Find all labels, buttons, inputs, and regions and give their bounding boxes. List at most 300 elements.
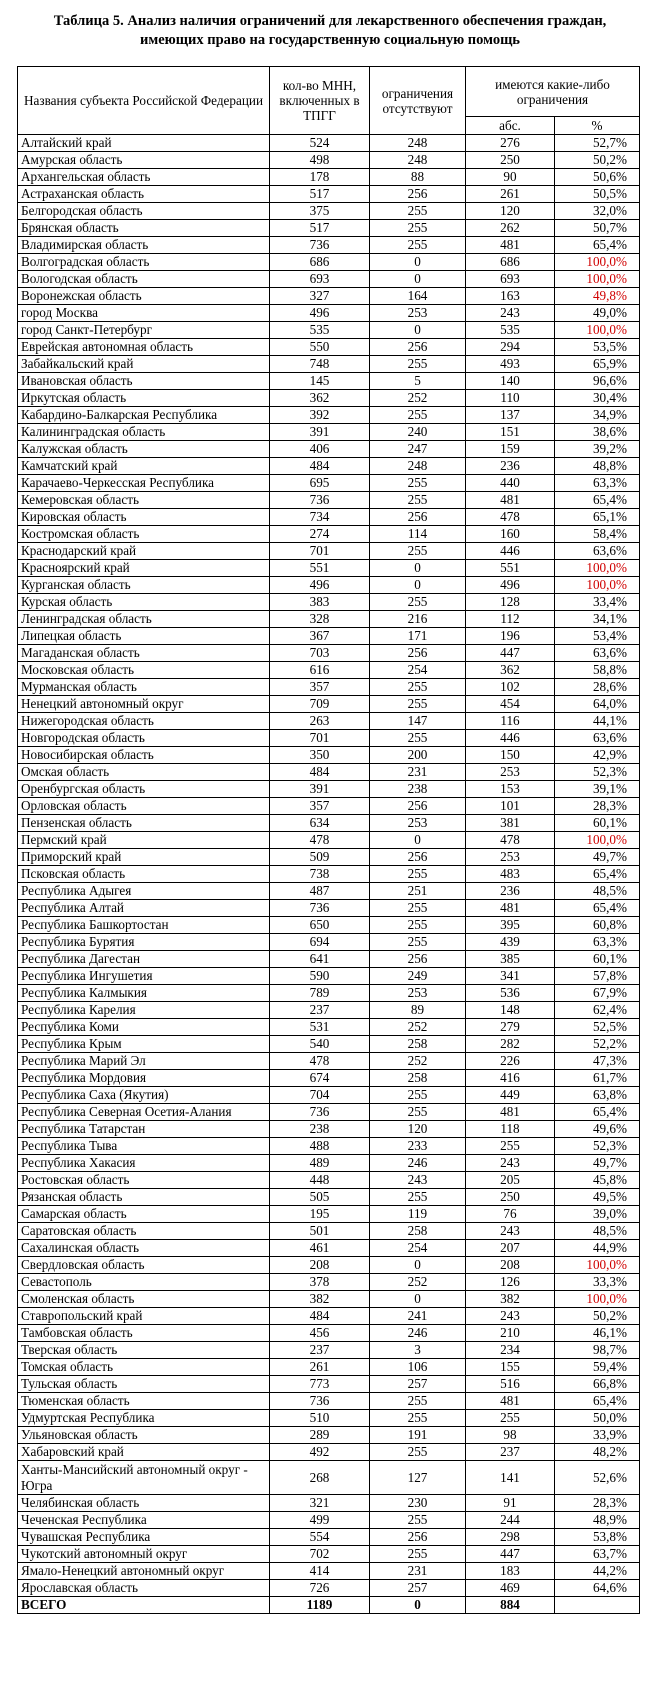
mnn-count: 501 [270,1223,370,1240]
restrictions-pct: 63,8% [555,1087,640,1104]
mnn-count: 701 [270,543,370,560]
table-row [18,458,640,475]
restrictions-pct: 65,4% [555,1393,640,1410]
no-restrictions: 255 [370,1189,466,1206]
subject-name: город Санкт-Петербург [18,322,270,339]
restrictions-pct: 49,0% [555,305,640,322]
restrictions-pct: 45,8% [555,1172,640,1189]
no-restrictions: 0 [370,322,466,339]
table-row [18,679,640,696]
mnn-count: 693 [270,271,370,288]
restrictions-abs: 551 [466,560,555,577]
subject-name: Владимирская область [18,237,270,254]
no-restrictions: 248 [370,152,466,169]
restrictions-pct: 100,0% [555,254,640,271]
table-row [18,356,640,373]
no-restrictions: 88 [370,169,466,186]
table-row [18,594,640,611]
mnn-count: 709 [270,696,370,713]
no-restrictions: 246 [370,1325,466,1342]
mnn-count: 650 [270,917,370,934]
no-restrictions: 255 [370,492,466,509]
subject-name: Новгородская область [18,730,270,747]
no-restrictions: 256 [370,849,466,866]
subject-name: Саратовская область [18,1223,270,1240]
mnn-count: 321 [270,1495,370,1512]
subject-name: Вологодская область [18,271,270,288]
restrictions-pct: 62,4% [555,1002,640,1019]
no-restrictions: 89 [370,1002,466,1019]
subject-name: Забайкальский край [18,356,270,373]
restrictions-abs: 151 [466,424,555,441]
mnn-count: 695 [270,475,370,492]
subject-name: Липецкая область [18,628,270,645]
restrictions-abs: 469 [466,1580,555,1597]
subject-name: Чеченская Республика [18,1512,270,1529]
table-row [18,917,640,934]
subject-name: Нижегородская область [18,713,270,730]
restrictions-pct: 63,6% [555,543,640,560]
restrictions-abs: 253 [466,764,555,781]
mnn-count: 505 [270,1189,370,1206]
restrictions-abs: 207 [466,1240,555,1257]
total-label: ВСЕГО [18,1597,270,1614]
mnn-count: 703 [270,645,370,662]
restrictions-abs: 137 [466,407,555,424]
table-row [18,611,640,628]
restrictions-pct: 63,3% [555,934,640,951]
table-row [18,1206,640,1223]
mnn-count: 289 [270,1427,370,1444]
mnn-count: 704 [270,1087,370,1104]
restrictions-pct: 61,7% [555,1070,640,1087]
restrictions-abs: 244 [466,1512,555,1529]
mnn-count: 734 [270,509,370,526]
restrictions-abs: 116 [466,713,555,730]
restrictions-pct: 49,7% [555,849,640,866]
caption-line-1: Таблица 5. Анализ наличия ограничений для лекарственного обеспечения граждан, [53,13,607,29]
subject-name: Республика Крым [18,1036,270,1053]
no-restrictions: 119 [370,1206,466,1223]
mnn-count: 484 [270,1308,370,1325]
mnn-count: 484 [270,764,370,781]
no-restrictions: 238 [370,781,466,798]
restrictions-pct: 63,6% [555,645,640,662]
restrictions-pct: 65,9% [555,356,640,373]
total-count: 1189 [270,1597,370,1614]
no-restrictions: 230 [370,1495,466,1512]
mnn-count: 357 [270,798,370,815]
subject-name: Республика Татарстан [18,1121,270,1138]
restrictions-abs: 255 [466,1410,555,1427]
table-row [18,883,640,900]
table-row [18,1393,640,1410]
no-restrictions: 255 [370,1512,466,1529]
no-restrictions: 5 [370,373,466,390]
subject-name: Новосибирская область [18,747,270,764]
table-row [18,1410,640,1427]
subject-name: Смоленская область [18,1291,270,1308]
subject-name: Республика Саха (Якутия) [18,1087,270,1104]
restrictions-abs: 101 [466,798,555,815]
table-row [18,526,640,543]
table-row [18,373,640,390]
restrictions-abs: 440 [466,475,555,492]
mnn-count: 362 [270,390,370,407]
subject-name: Курганская область [18,577,270,594]
restrictions-pct: 60,1% [555,951,640,968]
restrictions-abs: 439 [466,934,555,951]
restrictions-pct: 53,4% [555,628,640,645]
table-row [18,1512,640,1529]
mnn-count: 674 [270,1070,370,1087]
restrictions-pct: 49,8% [555,288,640,305]
no-restrictions: 253 [370,985,466,1002]
table-row [18,1002,640,1019]
table-row [18,968,640,985]
restrictions-pct: 48,5% [555,1223,640,1240]
mnn-count: 634 [270,815,370,832]
subject-name: Костромская область [18,526,270,543]
restrictions-abs: 416 [466,1070,555,1087]
no-restrictions: 164 [370,288,466,305]
restrictions-pct: 60,8% [555,917,640,934]
mnn-count: 237 [270,1002,370,1019]
mnn-count: 492 [270,1444,370,1461]
mnn-count: 748 [270,356,370,373]
restrictions-abs: 226 [466,1053,555,1070]
restrictions-abs: 243 [466,305,555,322]
total-none: 0 [370,1597,466,1614]
table-row [18,1274,640,1291]
subject-name: Республика Хакасия [18,1155,270,1172]
restrictions-pct: 46,1% [555,1325,640,1342]
restrictions-abs: 150 [466,747,555,764]
restrictions-pct: 100,0% [555,1291,640,1308]
no-restrictions: 248 [370,458,466,475]
mnn-count: 456 [270,1325,370,1342]
table-row [18,339,640,356]
mnn-count: 274 [270,526,370,543]
subject-name: Самарская область [18,1206,270,1223]
subject-name: Республика Дагестан [18,951,270,968]
no-restrictions: 0 [370,560,466,577]
header-some: имеются какие-либо ограничения [466,67,640,117]
mnn-count: 461 [270,1240,370,1257]
no-restrictions: 0 [370,271,466,288]
subject-name: Омская область [18,764,270,781]
restrictions-abs: 382 [466,1291,555,1308]
restrictions-pct: 53,5% [555,339,640,356]
subject-name: Томская область [18,1359,270,1376]
mnn-count: 391 [270,424,370,441]
mnn-count: 496 [270,577,370,594]
header-pct: % [555,117,640,135]
table-row [18,1461,640,1495]
restrictions-abs: 454 [466,696,555,713]
restrictions-pct: 28,6% [555,679,640,696]
table-row [18,1121,640,1138]
table-row [18,815,640,832]
mnn-count: 375 [270,203,370,220]
table-row [18,203,640,220]
mnn-count: 551 [270,560,370,577]
no-restrictions: 258 [370,1223,466,1240]
mnn-count: 726 [270,1580,370,1597]
restrictions-abs: 128 [466,594,555,611]
no-restrictions: 255 [370,866,466,883]
no-restrictions: 253 [370,305,466,322]
table-row [18,305,640,322]
subject-name: Курская область [18,594,270,611]
subject-name: Свердловская область [18,1257,270,1274]
mnn-count: 499 [270,1512,370,1529]
subject-name: Астраханская область [18,186,270,203]
table-row [18,781,640,798]
mnn-count: 496 [270,305,370,322]
no-restrictions: 255 [370,934,466,951]
restrictions-pct: 65,4% [555,237,640,254]
subject-name: Челябинская область [18,1495,270,1512]
restrictions-abs: 385 [466,951,555,968]
no-restrictions: 0 [370,832,466,849]
mnn-count: 694 [270,934,370,951]
restrictions-abs: 294 [466,339,555,356]
table-row [18,492,640,509]
table-row [18,271,640,288]
subject-name: Ленинградская область [18,611,270,628]
mnn-count: 367 [270,628,370,645]
restrictions-abs: 516 [466,1376,555,1393]
restrictions-abs: 210 [466,1325,555,1342]
table-row [18,1291,640,1308]
subject-name: Республика Северная Осетия-Алания [18,1104,270,1121]
mnn-count: 702 [270,1546,370,1563]
subject-name: Брянская область [18,220,270,237]
subject-name: Сахалинская область [18,1240,270,1257]
table-row [18,220,640,237]
table-row [18,900,640,917]
mnn-count: 208 [270,1257,370,1274]
restrictions-abs: 395 [466,917,555,934]
header-subject: Названия субъекта Российской Федерации [18,67,270,135]
table-row [18,390,640,407]
no-restrictions: 252 [370,1019,466,1036]
restrictions-abs: 153 [466,781,555,798]
restrictions-pct: 64,6% [555,1580,640,1597]
no-restrictions: 255 [370,237,466,254]
no-restrictions: 254 [370,1240,466,1257]
no-restrictions: 0 [370,1257,466,1274]
table-row [18,1359,640,1376]
subject-name: Калужская область [18,441,270,458]
table-row [18,152,640,169]
restrictions-pct: 50,2% [555,1308,640,1325]
table-row [18,1495,640,1512]
restrictions-pct: 64,0% [555,696,640,713]
mnn-count: 391 [270,781,370,798]
subject-name: Волгоградская область [18,254,270,271]
restrictions-abs: 481 [466,1393,555,1410]
table-row [18,1138,640,1155]
restrictions-pct: 52,3% [555,764,640,781]
subject-name: Ставропольский край [18,1308,270,1325]
table-row [18,577,640,594]
mnn-count: 478 [270,832,370,849]
restrictions-pct: 52,2% [555,1036,640,1053]
restrictions-pct: 100,0% [555,560,640,577]
total-row [18,1597,640,1614]
table-row [18,713,640,730]
subject-name: Чукотский автономный округ [18,1546,270,1563]
subject-name: Ивановская область [18,373,270,390]
no-restrictions: 258 [370,1036,466,1053]
mnn-count: 328 [270,611,370,628]
restrictions-pct: 48,8% [555,458,640,475]
no-restrictions: 200 [370,747,466,764]
restrictions-abs: 250 [466,1189,555,1206]
restrictions-abs: 483 [466,866,555,883]
mnn-count: 382 [270,1291,370,1308]
total-pct [555,1597,640,1614]
restrictions-abs: 234 [466,1342,555,1359]
restrictions-pct: 65,4% [555,900,640,917]
restrictions-abs: 481 [466,1104,555,1121]
no-restrictions: 231 [370,1563,466,1580]
no-restrictions: 0 [370,577,466,594]
mnn-count: 378 [270,1274,370,1291]
no-restrictions: 256 [370,951,466,968]
restrictions-pct: 63,3% [555,475,640,492]
no-restrictions: 255 [370,1546,466,1563]
restrictions-pct: 49,6% [555,1121,640,1138]
no-restrictions: 246 [370,1155,466,1172]
table-row [18,645,640,662]
restrictions-abs: 282 [466,1036,555,1053]
caption-line-2: имеющих право на государственную социальную помощь [140,32,520,48]
restrictions-abs: 535 [466,322,555,339]
restrictions-abs: 447 [466,1546,555,1563]
table-row [18,1546,640,1563]
mnn-count: 478 [270,1053,370,1070]
restrictions-pct: 50,7% [555,220,640,237]
restrictions-pct: 48,5% [555,883,640,900]
restrictions-abs: 112 [466,611,555,628]
subject-name: Республика Тыва [18,1138,270,1155]
restrictions-table [17,66,640,1614]
subject-name: Ярославская область [18,1580,270,1597]
no-restrictions: 255 [370,679,466,696]
restrictions-pct: 49,5% [555,1189,640,1206]
subject-name: Республика Ингушетия [18,968,270,985]
table-row [18,407,640,424]
restrictions-pct: 63,7% [555,1546,640,1563]
restrictions-pct: 42,9% [555,747,640,764]
table-row [18,1019,640,1036]
restrictions-pct: 32,0% [555,203,640,220]
mnn-count: 383 [270,594,370,611]
restrictions-pct: 52,3% [555,1138,640,1155]
table-row [18,849,640,866]
restrictions-abs: 159 [466,441,555,458]
table-row [18,543,640,560]
restrictions-abs: 148 [466,1002,555,1019]
restrictions-abs: 449 [466,1087,555,1104]
restrictions-pct: 48,9% [555,1512,640,1529]
mnn-count: 590 [270,968,370,985]
restrictions-abs: 686 [466,254,555,271]
subject-name: Пензенская область [18,815,270,832]
restrictions-pct: 66,8% [555,1376,640,1393]
restrictions-abs: 98 [466,1427,555,1444]
table-row [18,254,640,271]
subject-name: Республика Карелия [18,1002,270,1019]
mnn-count: 701 [270,730,370,747]
mnn-count: 641 [270,951,370,968]
no-restrictions: 255 [370,594,466,611]
no-restrictions: 258 [370,1070,466,1087]
mnn-count: 414 [270,1563,370,1580]
no-restrictions: 255 [370,1087,466,1104]
table-row [18,1070,640,1087]
restrictions-abs: 183 [466,1563,555,1580]
subject-name: Амурская область [18,152,270,169]
restrictions-abs: 236 [466,883,555,900]
no-restrictions: 256 [370,509,466,526]
mnn-count: 738 [270,866,370,883]
restrictions-abs: 126 [466,1274,555,1291]
restrictions-abs: 118 [466,1121,555,1138]
table-row [18,1444,640,1461]
no-restrictions: 253 [370,815,466,832]
restrictions-pct: 30,4% [555,390,640,407]
table-row [18,424,640,441]
subject-name: Магаданская область [18,645,270,662]
restrictions-abs: 496 [466,577,555,594]
subject-name: Тюменская область [18,1393,270,1410]
restrictions-abs: 196 [466,628,555,645]
no-restrictions: 256 [370,1529,466,1546]
no-restrictions: 241 [370,1308,466,1325]
subject-name: Белгородская область [18,203,270,220]
restrictions-abs: 91 [466,1495,555,1512]
restrictions-pct: 50,2% [555,152,640,169]
no-restrictions: 147 [370,713,466,730]
restrictions-pct: 52,6% [555,1461,640,1495]
subject-name: Республика Адыгея [18,883,270,900]
no-restrictions: 255 [370,220,466,237]
no-restrictions: 252 [370,390,466,407]
no-restrictions: 106 [370,1359,466,1376]
no-restrictions: 257 [370,1580,466,1597]
restrictions-abs: 447 [466,645,555,662]
table-row [18,1172,640,1189]
no-restrictions: 251 [370,883,466,900]
mnn-count: 488 [270,1138,370,1155]
mnn-count: 178 [270,169,370,186]
restrictions-pct: 96,6% [555,373,640,390]
no-restrictions: 255 [370,356,466,373]
restrictions-pct: 60,1% [555,815,640,832]
restrictions-pct: 33,9% [555,1427,640,1444]
mnn-count: 487 [270,883,370,900]
restrictions-pct: 50,5% [555,186,640,203]
mnn-count: 517 [270,186,370,203]
table-row [18,288,640,305]
table-row [18,866,640,883]
mnn-count: 686 [270,254,370,271]
restrictions-pct: 39,1% [555,781,640,798]
